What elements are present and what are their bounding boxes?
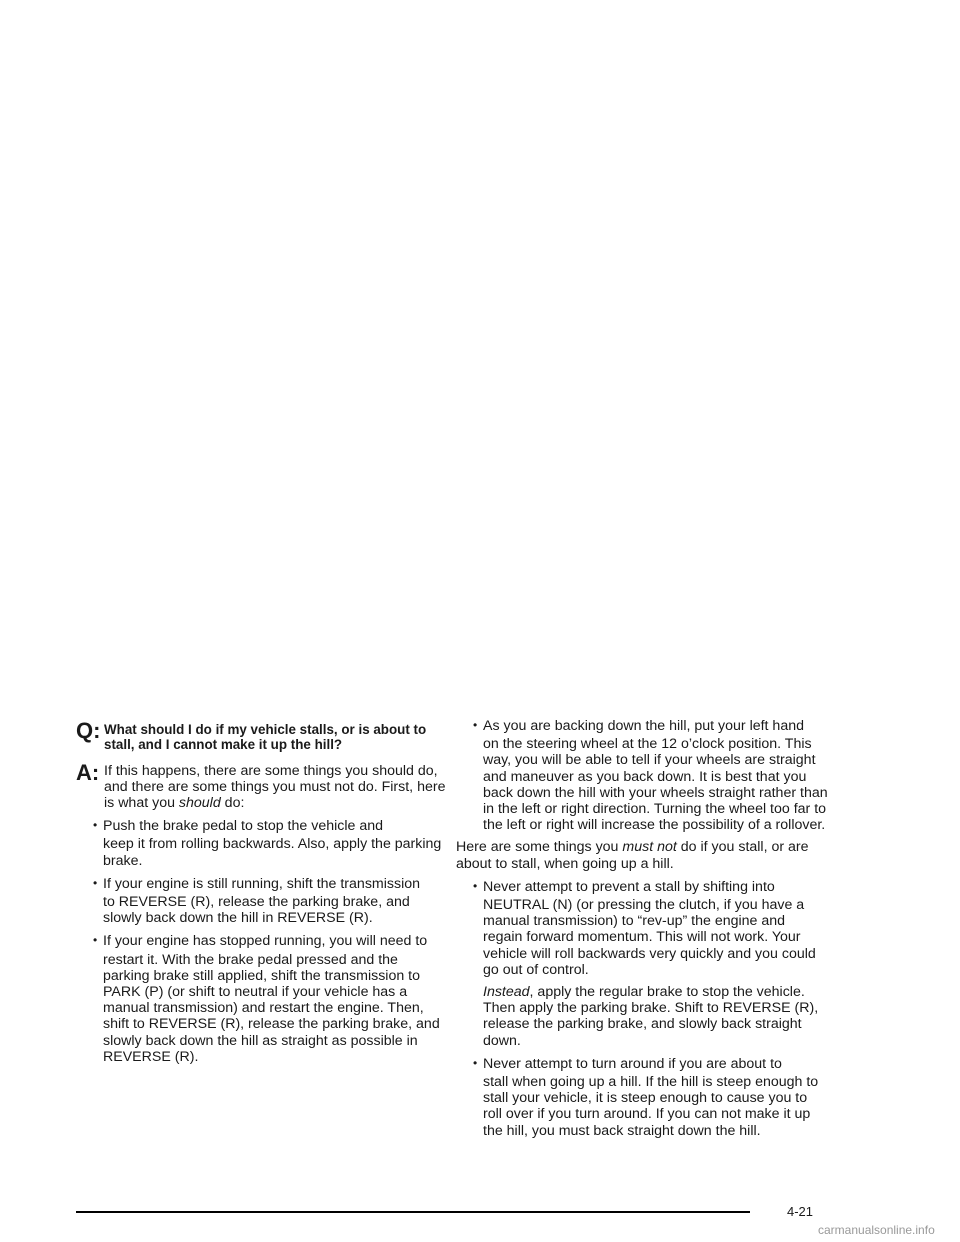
list-item: • As you are backing down the hill, put your left hand on the steering wheel at the 12 o’clock position. This way, you will be able to tell if your wheels are straight and maneuver as you back down. It is best that you back down the hill with your wheels straight rather than in the left or right direction. Turning the wheel too far to the left or right will increase the possibility of a rollover.	[473, 718, 828, 834]
bullet-icon: •	[93, 875, 98, 890]
right-column	[456, 718, 828, 1139]
list-item: • Never attempt to turn around if you are about to stall when going up a hill. If the hill is steep enough to stall your vehicle, it is steep enough to cause you to roll over if you turn around. If you can not make it up the hill, you must back straight down the hill.	[473, 1055, 819, 1139]
list-item: • Push the brake pedal to stop the vehicle and keep it from rolling backwards. Also, apply the parking brake.	[93, 818, 442, 869]
answer-intro: If this happens, there are some things you should do, and there are some things you must not do. First, here is what you should do:	[104, 762, 446, 811]
answer-block	[76, 759, 448, 812]
watermark: carmanualsonline.info	[818, 1223, 935, 1237]
must-not-intro: Here are some things you must not do if you stall, or are about to stall, when going up a hill.	[456, 839, 809, 872]
answer-mark: A:	[76, 759, 100, 785]
bullet-icon: •	[93, 933, 98, 948]
bullet-icon: •	[473, 1055, 478, 1070]
bullet-icon: •	[473, 718, 478, 732]
footer-rule	[76, 1211, 750, 1213]
list-item: • If your engine is still running, shift the transmission to REVERSE (R), release the parking brake, and slowly back down the hill in REVERSE (R).	[93, 875, 421, 927]
page-number: 4-21	[787, 1204, 814, 1219]
list-item: • Never attempt to prevent a stall by shifting into NEUTRAL (N) (or pressing the clutch, if you have a manual transmission) to “rev-up” the engine and regain forward momentum. This will not work. Your vehicle will roll backwards very quickly and you could go out of control.	[473, 878, 816, 978]
left-column	[76, 718, 448, 1065]
question-text: What should I do if my vehicle stalls, or is about to stall, and I cannot make it up the hill?	[104, 722, 427, 753]
question-block	[76, 718, 448, 753]
question-mark: Q:	[76, 718, 101, 743]
bullet-icon: •	[473, 878, 478, 893]
bullet-icon: •	[93, 818, 98, 833]
list-item: • If your engine has stopped running, you will need to restart it. With the brake pedal pressed and the parking brake still applied, shift the transmission to PARK (P) (or shift to neutral if your vehicle has a manual transmission) and restart the engine. Then, shift to REVERSE (R), release the parking brake, and slowly back down the hill as straight as possible in REVERSE (R).	[93, 933, 440, 1065]
instead-paragraph: Instead, apply the regular brake to stop the vehicle. Then apply the parking brake. Shift to REVERSE (R), release the parking brake, and slowly back straight down.	[483, 984, 819, 1049]
